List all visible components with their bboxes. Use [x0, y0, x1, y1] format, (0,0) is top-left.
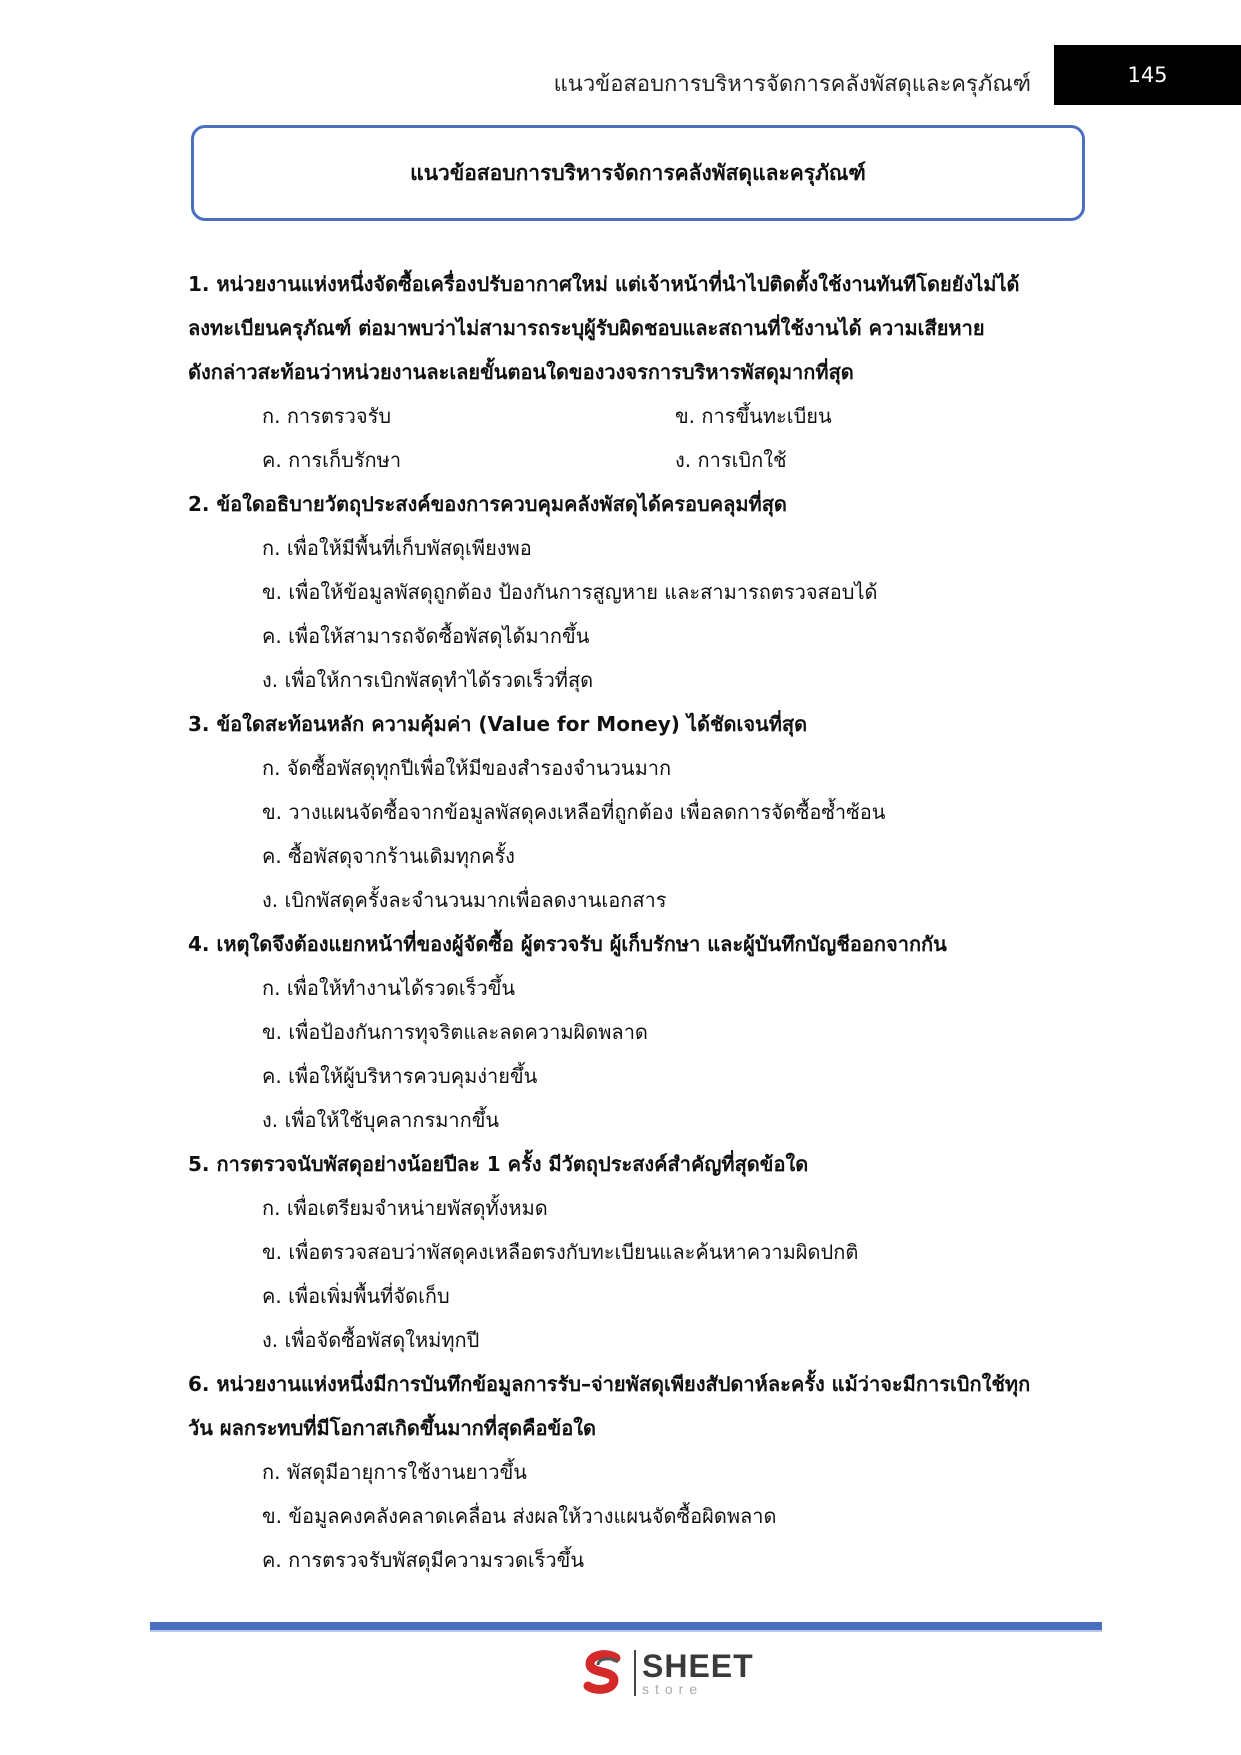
page-number: 145 — [1127, 63, 1168, 87]
question-1-line-3: ดังกล่าวสะท้อนว่าหน่วยงานละเลยขั้นตอนใดของวงจรการบริหารพัสดุมากที่สุด — [188, 360, 854, 384]
logo-separator — [634, 1650, 636, 1696]
question-5-option-a: ก. เพื่อเตรียมจำหน่ายพัสดุทั้งหมด — [262, 1196, 548, 1220]
question-1-line-1: 1. หน่วยงานแห่งหนึ่งจัดซื้อเครื่องปรับอากาศใหม่ แต่เจ้าหน้าที่นำไปติดตั้งใช้งานทันทีโดยยังไม่ได้ — [188, 272, 1020, 296]
running-header-title: แนวข้อสอบการบริหารจัดการคลังพัสดุและครุภัณฑ์ — [553, 72, 1031, 97]
question-6-option-b: ข. ข้อมูลคงคลังคลาดเคลื่อน ส่งผลให้วางแผนจัดซื้อผิดพลาด — [262, 1504, 777, 1528]
question-5 — [188, 1142, 1088, 1362]
question-4-option-c: ค. เพื่อให้ผู้บริหารควบคุมง่ายขึ้น — [262, 1064, 538, 1088]
question-1 — [188, 262, 1088, 482]
question-2-option-d: ง. เพื่อให้การเบิกพัสดุทำได้รวดเร็วที่สุด — [262, 668, 594, 692]
question-2-option-b: ข. เพื่อให้ข้อมูลพัสดุถูกต้อง ป้องกันการสูญหาย และสามารถตรวจสอบได้ — [262, 580, 878, 604]
question-3-option-a: ก. จัดซื้อพัสดุทุกปีเพื่อให้มีของสำรองจำนวนมาก — [262, 756, 672, 780]
question-1-line-2: ลงทะเบียนครุภัณฑ์ ต่อมาพบว่าไม่สามารถระบุผู้รับผิดชอบและสถานที่ใช้งานได้ ความเสียหาย — [188, 316, 985, 340]
question-5-option-d: ง. เพื่อจัดซื้อพัสดุใหม่ทุกปี — [262, 1328, 480, 1352]
question-6 — [188, 1362, 1088, 1582]
logo-text — [642, 1650, 754, 1696]
question-4 — [188, 922, 1088, 1142]
question-3-option-c: ค. ซื้อพัสดุจากร้านเดิมทุกครั้ง — [262, 844, 515, 868]
question-6-line-2: วัน ผลกระทบที่มีโอกาสเกิดขึ้นมากที่สุดคือข้อใด — [188, 1416, 596, 1440]
question-3-line-1: 3. ข้อใดสะท้อนหลัก ความคุ้มค่า (Value for Money) ได้ชัดเจนที่สุด — [188, 712, 808, 736]
page-number-box — [1054, 45, 1241, 105]
question-5-option-c: ค. เพื่อเพิ่มพื้นที่จัดเก็บ — [262, 1284, 450, 1308]
logo-main-text: SHEET — [642, 1648, 754, 1684]
question-2-option-a: ก. เพื่อให้มีพื้นที่เก็บพัสดุเพียงพอ — [262, 536, 532, 560]
footer-divider — [150, 1622, 1102, 1630]
question-2-line-1: 2. ข้อใดอธิบายวัตถุประสงค์ของการควบคุมคลังพัสดุได้ครอบคลุมที่สุด — [188, 492, 787, 516]
question-1-options-row-2 — [188, 438, 1088, 482]
question-6-option-c: ค. การตรวจรับพัสดุมีความรวดเร็วขึ้น — [262, 1548, 584, 1572]
question-4-line-1: 4. เหตุใดจึงต้องแยกหน้าที่ของผู้จัดซื้อ ผู้ตรวจรับ ผู้เก็บรักษา และผู้บันทึกบัญชีออกจากกัน — [188, 932, 947, 956]
question-5-line-1: 5. การตรวจนับพัสดุอย่างน้อยปีละ 1 ครั้ง มีวัตถุประสงค์สำคัญที่สุดข้อใด — [188, 1152, 809, 1176]
question-4-option-d: ง. เพื่อให้ใช้บุคลากรมากขึ้น — [262, 1108, 500, 1132]
question-1-option-c: ค. การเก็บรักษา — [262, 448, 402, 472]
question-3 — [188, 702, 1088, 922]
logo-sub-text: store — [642, 1681, 704, 1697]
sheet-store-s-icon — [578, 1648, 628, 1698]
question-6-option-a: ก. พัสดุมีอายุการใช้งานยาวขึ้น — [262, 1460, 527, 1484]
question-4-option-b: ข. เพื่อป้องกันการทุจริตและลดความผิดพลาด — [262, 1020, 648, 1044]
question-1-options-row-1 — [188, 394, 1088, 438]
title-box — [191, 125, 1085, 221]
question-list — [188, 262, 1088, 1582]
question-2-option-c: ค. เพื่อให้สามารถจัดซื้อพัสดุได้มากขึ้น — [262, 624, 590, 648]
question-4-option-a: ก. เพื่อให้ทำงานได้รวดเร็วขึ้น — [262, 976, 516, 1000]
question-5-option-b: ข. เพื่อตรวจสอบว่าพัสดุคงเหลือตรงกับทะเบียนและค้นหาความผิดปกติ — [262, 1240, 859, 1264]
question-6-line-1: 6. หน่วยงานแห่งหนึ่งมีการบันทึกข้อมูลการรับ–จ่ายพัสดุเพียงสัปดาห์ละครั้ง แม้ว่าจะมีการเบิกใช้ทุก — [188, 1372, 1031, 1396]
question-2 — [188, 482, 1088, 702]
question-3-option-b: ข. วางแผนจัดซื้อจากข้อมูลพัสดุคงเหลือที่ถูกต้อง เพื่อลดการจัดซื้อซ้ำซ้อน — [262, 800, 886, 824]
sheet-store-logo — [578, 1648, 754, 1698]
title-text: แนวข้อสอบการบริหารจัดการคลังพัสดุและครุภัณฑ์ — [410, 160, 866, 185]
question-1-option-d: ง. การเบิกใช้ — [675, 448, 787, 472]
question-3-option-d: ง. เบิกพัสดุครั้งละจำนวนมากเพื่อลดงานเอกสาร — [262, 888, 667, 912]
question-1-option-b: ข. การขึ้นทะเบียน — [675, 404, 832, 428]
question-1-option-a: ก. การตรวจรับ — [262, 404, 392, 428]
